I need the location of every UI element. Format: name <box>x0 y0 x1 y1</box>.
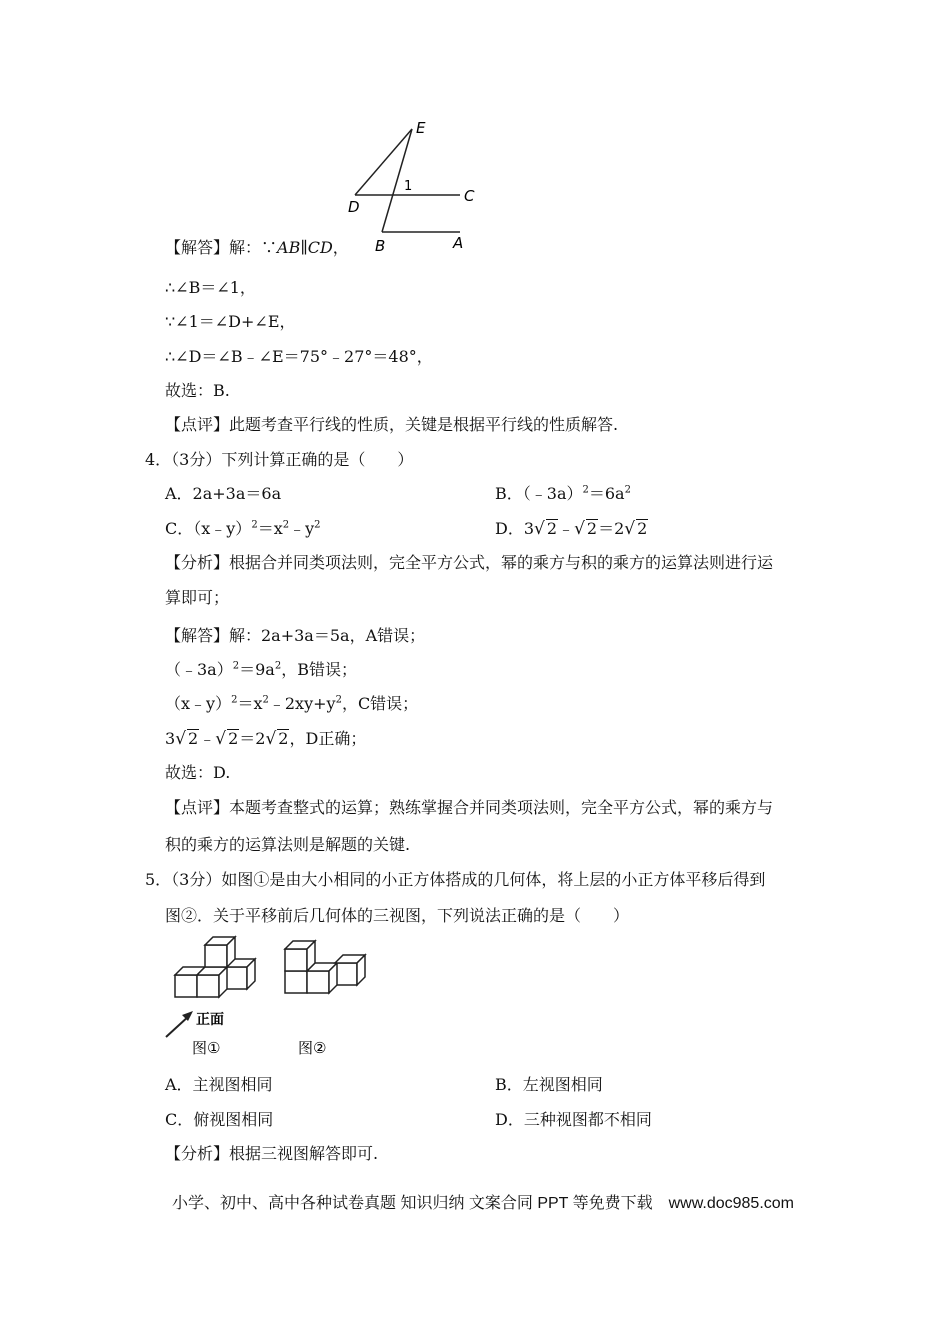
q4-choice: 故选：D. <box>165 763 231 782</box>
label-C: C <box>464 187 475 205</box>
label-A: A <box>453 234 464 252</box>
footer-text: 小学、初中、高中各种试卷真题 知识归纳 文案合同 PPT 等免费下载 www.doc985.com <box>172 1195 795 1212</box>
q4-option-c: C．$(x﹣y)^2=x^2﹣y^2$ <box>165 519 321 538</box>
figure-2-cubes <box>285 941 365 993</box>
q3-comment: 【点评】此题考查平行线的性质，关键是根据平行线的性质解答. <box>165 415 619 434</box>
q3-step-2: ∵∠1＝∠D+∠E， <box>165 312 296 331</box>
q4-solution-1: 【解答】解：2a+3a＝5a，A错误； <box>165 626 426 645</box>
q3-choice: 故选：B. <box>165 381 230 400</box>
figure-1-label: 图① <box>192 1039 221 1057</box>
q4-option-d: D．3√ 2﹣√ 2＝2√ 2 <box>495 519 648 539</box>
q4-solution-4: 3√ 2﹣√ 2＝2√ 2，D正确； <box>165 729 367 749</box>
q5-option-b: B．左视图相同 <box>495 1075 603 1094</box>
q5-option-d: D．三种视图都不相同 <box>495 1110 652 1129</box>
q4-comment-line-1: 【点评】本题考查整式的运算；熟练掌握合并同类项法则，完全平方公式，幂的乘方与 <box>165 798 774 817</box>
q5-option-a: A．主视图相同 <box>165 1075 273 1094</box>
q4-comment-line-2: 积的乘方的运算法则是解题的关键. <box>165 835 411 854</box>
q5-option-c: C．俯视图相同 <box>165 1110 274 1129</box>
q3-solution-head: 【解答】解：∵AB∥CD， <box>165 238 349 257</box>
label-D: D <box>348 198 360 216</box>
q4-stem: 4．（3分）下列计算正确的是（ ） <box>145 450 414 469</box>
cubes-figure <box>160 935 380 1065</box>
label-B: B <box>375 237 386 255</box>
q5-stem-line-2: 图②．关于平移前后几何体的三视图，下列说法正确的是（ ） <box>165 906 630 925</box>
q4-analysis-line-1: 【分析】根据合并同类项法则，完全平方公式，幂的乘方与积的乘方的运算法则进行运 <box>165 553 774 572</box>
q3-step-1: ∴∠B＝∠1， <box>165 278 256 297</box>
q3-step-3: ∴∠D＝∠B﹣∠E＝75°﹣27°＝48°， <box>165 347 433 366</box>
figure-1-cubes <box>175 937 255 997</box>
front-arrow <box>166 1011 193 1037</box>
q4-analysis-line-2: 算即可； <box>165 588 230 607</box>
q4-solution-3: $(x﹣y)^2=x^2﹣2xy+y^2$，C错误； <box>165 694 419 713</box>
front-label: 正面 <box>196 1012 224 1028</box>
parallel-lines-figure <box>340 115 490 255</box>
label-angle-1: 1 <box>404 179 413 194</box>
label-E: E <box>416 119 426 137</box>
q5-analysis: 【分析】根据三视图解答即可. <box>165 1144 379 1163</box>
q4-option-b: B．$(﹣3a)^2=6a^2$ <box>495 484 631 503</box>
q5-stem-line-1: 5．（3分）如图①是由大小相同的小正方体搭成的几何体，将上层的小正方体平移后得到 <box>145 870 766 889</box>
q4-option-a: A．2a+3a＝6a <box>165 484 282 503</box>
q4-solution-2: $(﹣3a)^2=9a^2$，B错误； <box>165 660 357 679</box>
figure-2-label: 图② <box>298 1039 327 1057</box>
